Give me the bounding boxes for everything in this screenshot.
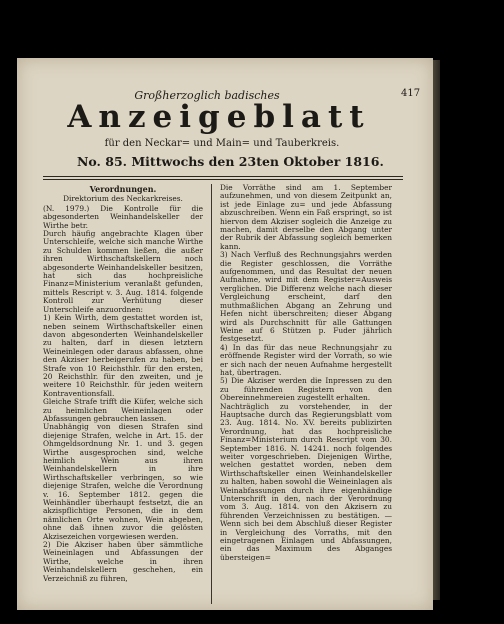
paragraph: (N. 1979.) Die Kontrolle für die abgesonderten Weinhandelskeller der Wirthe betr.: [43, 203, 203, 230]
paragraph: Unabhängig von diesen Strafen sind diejenige Strafen, welche in Art. 15. der Ohmgeldsordnung Nr. 1. und 3. gegen Wirthe ausgesprochen sind, welche heimlich Wein aus ihren Weinhandelskellern in ihre Wirthschaftskeller verbringen, so wie diejenige Strafen, welche die Verordnung v. 16. September 1812. gegen die Weinhändler überhaupt festsetzt, die an akzispflichtige Personen, die in dem nämlichen Orte wohnen, Wein abgeben, ohne daß ihnen zuvor die gelösten Akzisezeichen vorgewiesen werden.: [43, 422, 203, 541]
right-column: [220, 184, 392, 609]
paragraph: Durch häufig angebrachte Klagen über Unterschleife, welche sich manche Wirthe zu Schulden kommen ließen, die außer ihren Wirthschaftskellern noch abgesonderte Weinhandelskeller besitzen, hat sich das hochpreisliche Finanz=Ministerium veranlaßt gefunden, mittels Rescript v. 3. Aug. 1814. folgende Kontroll zur Verhütung dieser Unterschleife anzuordnen:: [43, 229, 203, 314]
paragraph: 2) Die Akziser haben über sämmtliche Weineinlagen und Abfassungen der Wirthe, welche in ihren Weinhandelskellern geschehen, ein Verzeichniß zu führen,: [43, 540, 203, 583]
paragraph: Gleiche Strafe trifft die Küfer, welche sich zu heimlichen Weineinlagen oder Abfassungen gebrauchen lassen.: [43, 397, 203, 423]
paragraph: 3) Nach Verfluß des Rechnungsjahrs werden die Register geschlossen, die Vorräthe aufgenommen, und das Resultat der neuen Aufnahme, wird mit dem Register=Ausweis verglichen. Die Differenz welche nach dieser Vergleichung erscheint, darf den muthmaßlichen Abgang an Zehrung und Hefen nicht überschreiten; dieser Abgang wird als Durchschnitt für alle Gattungen Weine auf 6 Stützen p. Fuder jährlich festgesetzt.: [220, 250, 392, 344]
masthead: [17, 58, 433, 188]
issue-line: No. 85. Mittwochs den 23ten Oktober 1816.: [77, 154, 384, 169]
left-column: [43, 184, 203, 609]
document-page: [17, 58, 433, 610]
section-subheading: Direktorium des Neckarkreises.: [63, 194, 183, 204]
newspaper-subtitle: für den Neckar= und Main= und Tauberkreis.: [104, 138, 340, 149]
paragraph: Die Vorräthe sind am 1. September aufzunehmen, und von diesem Zeitpunkt an, ist jede Einlage zu= und jede Abfassung abzuschreiben. Wenn ein Faß erspringt, so ist hiervon dem Akziser sogleich die Anzeige zu machen, damit derselbe den Abgang unter der Rubrik der Abfassung sogleich bemerken kann.: [220, 184, 392, 251]
paragraph: 1) Kein Wirth, dem gestattet worden ist, neben seinem Wirthschaftskeller einen davon abgesonderten Weinhandelskeller zu halten, darf in diesen letztern Weineinlegen oder daraus abfassen, ohne den Akziser herbeigerufen zu haben, bei Strafe von 10 Reichsthlr. für den ersten, 20 Reichsthlr. für den zweiten, und je weitere 10 Reichsthlr. für jeden weitern Kontraventionsfall.: [43, 313, 203, 398]
paragraph: 4) In das für das neue Rechnungsjahr zu eröffnende Register wird der Vorrath, so wie er sich nach der neuen Aufnahme hergestellt hat, übertragen.: [220, 342, 392, 377]
header-rule-bottom: [43, 179, 403, 180]
header-rule-top: [43, 176, 403, 177]
column-divider: [211, 184, 212, 604]
pretitle: Großherzoglich badisches: [134, 89, 280, 102]
page-number: 417: [401, 88, 421, 99]
section-heading: Verordnungen.: [89, 184, 157, 194]
paragraph: 5) Die Akziser werden die Inpressen zu den zu führenden Registern von den Obereinnehmereien zugestellt erhalten.: [220, 376, 392, 403]
newspaper-title: Anzeigeblatt: [67, 99, 371, 135]
paragraph: Nachträglich zu vorstehender, in der Hauptsache durch das Regierungsblatt vom 23. Aug. 1814. No. XV. bereits publizirten Verordnung, hat das hochpreisliche Finanz=Ministerium durch Rescript vom 30. September 1816. N. 14241. noch folgendes weiter vorgeschrieben. Diejenigen Wirthe, welchen gestattet worden, neben dem Wirthschaftskeller einen Weinhandelskeller zu halten, haben sowohl die Weineinlagen als Weinabfassungen durch ihre eigenhändige Unterschrift in den, nach der Verordnung vom 3. Aug. 1814. von den Akzisern zu führenden Verzeichnissen zu bestätigen. — Wenn sich bei dem Abschluß dieser Register in Vergleichung des Vorraths, mit den eingetragenen Einlagen und Abfassungen, ein das Maximum des Abganges übersteigen=: [220, 401, 392, 562]
